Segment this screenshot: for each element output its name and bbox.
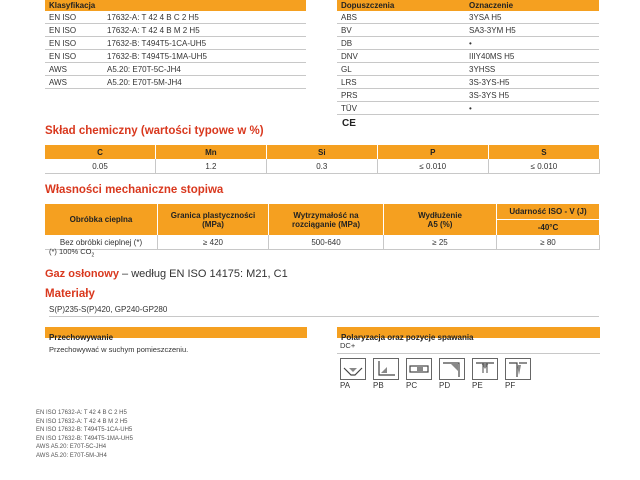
dc-plus: DC+ [340, 341, 356, 350]
table-row: EN ISO 17632-A: T 42 4 B C 2 H5 [45, 11, 306, 24]
przechowywanie-text: Przechowywać w suchym pomieszczeniu. [49, 345, 189, 354]
header-udarnosc: Udarność ISO - V (J) [497, 204, 600, 220]
list-item: EN ISO 17632-A: T 42 4 B M 2 H5 [36, 418, 128, 425]
materialy-text: S(P)235-S(P)420, GP240-GP280 [49, 305, 599, 317]
table-row: BV SA3-3YM H5 [337, 24, 599, 37]
przechowywanie-header: Przechowywanie [45, 327, 307, 338]
gaz-label: Gaz osłonowy [45, 268, 119, 280]
pf-position-icon [505, 358, 531, 380]
pc-position-icon [406, 358, 432, 380]
polaryzacja-header: Polaryzacja oraz pozycje spawania [337, 327, 600, 338]
pos-pb: PB [373, 358, 399, 390]
pd-position-icon [439, 358, 465, 380]
col-p: P [377, 145, 488, 159]
pos-pe: PE [472, 358, 498, 390]
header-temp: -40°C [497, 220, 600, 236]
classification-list [36, 409, 133, 460]
col-c: C [45, 145, 155, 159]
col-si: Si [266, 145, 377, 159]
table-row: Bez obróbki cieplnej (*) ≥ 420 500-640 ≥ 25 ≥ 80 [45, 235, 600, 250]
pos-pd: PD [439, 358, 465, 390]
table-row: 0.05 1.2 0.3 ≤ 0.010 ≤ 0.010 [45, 159, 600, 174]
sklad-table [45, 145, 600, 174]
pos-pc: PC [406, 358, 432, 390]
header-wytrzymalosc: Wytrzymałość na rozciąganie (MPa) [269, 204, 384, 235]
header-granica: Granica plastyczności (MPa) [158, 204, 269, 235]
wlasnosci-title: Własności mechaniczne stopiwa [45, 184, 224, 196]
table-row: ABS 3YSA H5 [337, 11, 599, 24]
table-row: AWS A5.20: E70T-5C-JH4 [45, 63, 306, 76]
list-item: AWS A5.20: E70T-5M-JH4 [36, 452, 107, 459]
co2-note: (*) 100% $CO_2$ [49, 247, 95, 259]
table-row: EN ISO 17632-B: T494T5-1CA-UH5 [45, 37, 306, 50]
header-wydluzenie: Wydłużenie A5 (%) [384, 204, 497, 235]
header-obrobka: Obróbka cieplna [45, 204, 158, 235]
list-item: EN ISO 17632-B: T494T5-1CA-UH5 [36, 427, 133, 433]
pos-pf: PF [505, 358, 531, 390]
pe-position-icon [472, 358, 498, 380]
polaryzacja-divider [337, 353, 600, 354]
table-row: GL 3YHSS [337, 63, 599, 76]
wlasnosci-table [45, 204, 600, 250]
col-s: S [488, 145, 599, 159]
pb-position-icon [373, 358, 399, 380]
table-row: DB • [337, 37, 599, 50]
dopuszczenia-header: Dopuszczenia [337, 0, 465, 11]
sklad-title: Skład chemiczny (wartości typowe w %) [45, 125, 264, 137]
oznaczenie-header: Oznaczenie [465, 0, 599, 11]
list-item: AWS A5.20: E70T-5C-JH4 [36, 444, 107, 450]
table-row: AWS A5.20: E70T-5M-JH4 [45, 76, 306, 89]
dopuszczenia-section [337, 0, 599, 115]
pa-position-icon [340, 358, 366, 380]
list-item: EN ISO 17632-B: T494T5-1MA-UH5 [36, 435, 133, 442]
table-row: TÜV • [337, 102, 599, 115]
table-row: EN ISO 17632-A: T 42 4 B M 2 H5 [45, 24, 306, 37]
gaz-text: – według EN ISO 14175: M21, C1 [118, 268, 288, 280]
col-mn: Mn [155, 145, 266, 159]
table-row: LRS 3S-3YS-H5 [337, 76, 599, 89]
klasyfikacja-section [45, 0, 306, 89]
gaz-line [45, 268, 288, 280]
klasyfikacja-title: Klasyfikacja [45, 0, 306, 11]
ce-mark: CE [342, 118, 356, 129]
table-row: DNV IIIY40MS H5 [337, 50, 599, 63]
list-item: EN ISO 17632-A: T 42 4 B C 2 H5 [36, 410, 127, 416]
table-row: PRS 3S-3YS H5 [337, 89, 599, 102]
pos-pa: PA [340, 358, 366, 390]
materialy-title: Materiały [45, 288, 95, 300]
table-row: EN ISO 17632-B: T494T5-1MA-UH5 [45, 50, 306, 63]
